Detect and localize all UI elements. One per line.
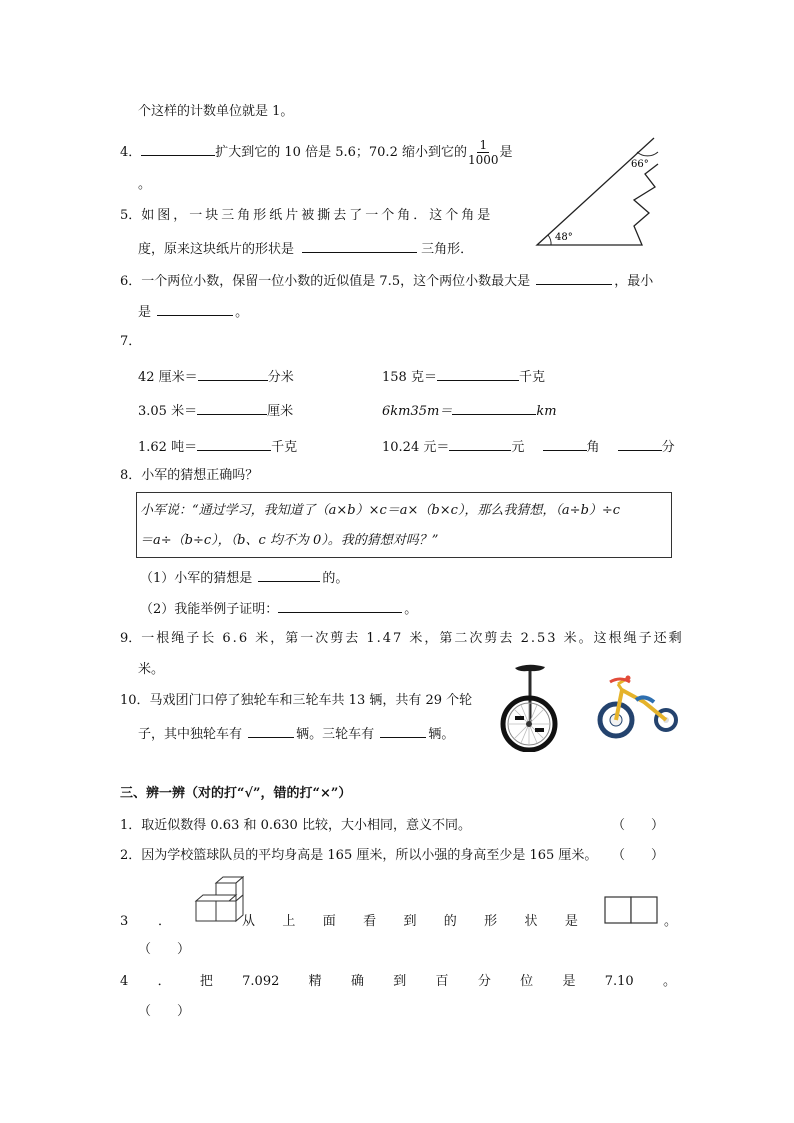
q7-unit: 元 bbox=[511, 440, 525, 455]
judge-4-dot: ． bbox=[157, 974, 171, 989]
q9-number: 9． bbox=[120, 631, 142, 646]
q5-text-a: 度，原来这块纸片的形状是 bbox=[138, 242, 295, 257]
question-6 bbox=[120, 270, 653, 291]
q7-row1-left bbox=[138, 366, 294, 387]
q8-blank-1[interactable] bbox=[258, 567, 320, 582]
q7-row3-right bbox=[382, 436, 675, 457]
q7-unit: 千克 bbox=[518, 370, 545, 385]
q9-line1: 一根绳子长 6.6 米，第一次剪去 1.47 米，第二次剪去 2.53 米。这根绳子还剩 bbox=[141, 631, 684, 646]
tricycle-image bbox=[596, 672, 680, 740]
question-5 bbox=[120, 207, 493, 225]
q7-number: 7． bbox=[120, 334, 142, 349]
q8-sub2-end: 。 bbox=[404, 602, 418, 617]
q10-line2 bbox=[138, 723, 454, 744]
q7-blank[interactable] bbox=[198, 366, 268, 381]
q5-text-b: 三角形． bbox=[421, 242, 474, 257]
judge-2-text: 2．因为学校篮球队员的平均身高是 165 厘米，所以小强的身高至少是 165 厘米。 bbox=[120, 848, 598, 863]
judge-1-text: 1．取近似数得 0.63 和 0.630 比较，大小相同，意义不同。 bbox=[120, 818, 471, 833]
judge-3-answer[interactable]: （ ） bbox=[138, 942, 191, 957]
q7-blank[interactable] bbox=[437, 366, 519, 381]
q7-blank-yuan[interactable] bbox=[449, 436, 511, 451]
q10-blank-tricycle[interactable] bbox=[380, 723, 426, 738]
q4-text-a: 扩大到它的 10 倍是 5.6；70.2 缩小到它的 bbox=[215, 145, 467, 160]
q7-item-label: 10.24 元＝ bbox=[382, 440, 450, 455]
q6-line2 bbox=[138, 301, 248, 322]
q10-text-c: 辆。 bbox=[428, 727, 455, 742]
q10-line1: 马戏团门口停了独轮车和三轮车共 13 辆，共有 29 个轮 bbox=[149, 693, 473, 708]
question-9 bbox=[120, 630, 684, 648]
question-10 bbox=[120, 692, 472, 710]
q8-sub2-text: （2）我能举例子证明： bbox=[140, 602, 279, 617]
q7-item-label: 42 厘米＝ bbox=[138, 370, 198, 385]
q7-blank-fen[interactable] bbox=[618, 436, 662, 451]
q5-line1: 如图，一块三角形纸片被撕去了一个角．这个角是 bbox=[141, 208, 494, 223]
q5-number: 5． bbox=[120, 208, 142, 223]
judge-4-word: 位 bbox=[520, 974, 534, 989]
q7-row1-right bbox=[382, 366, 545, 387]
q7-item-label: 3.05 米＝ bbox=[138, 404, 198, 419]
q7-row2-left bbox=[138, 400, 293, 421]
q9-line2: 米。 bbox=[138, 662, 165, 677]
fraction bbox=[468, 138, 499, 167]
q7-row2-right bbox=[382, 400, 557, 421]
bottom-angle-arc bbox=[548, 235, 551, 245]
q10-number: 10． bbox=[120, 693, 150, 708]
q6-text-a: 一个两位小数，保留一位小数的近似值是 7.5，这个两位小数最大是 bbox=[141, 274, 531, 289]
judge-4-word: 精 bbox=[308, 974, 322, 989]
q7-blank[interactable] bbox=[452, 400, 536, 415]
fraction-denominator: 1000 bbox=[467, 153, 499, 167]
judge-4-answer[interactable]: （ ） bbox=[138, 1004, 191, 1019]
judge-3-end: 。 bbox=[664, 914, 678, 929]
q7-unit: 分 bbox=[661, 440, 675, 455]
q7-blank[interactable] bbox=[197, 400, 267, 415]
q7-blank-jiao[interactable] bbox=[543, 436, 587, 451]
q6-blank-max[interactable] bbox=[536, 270, 612, 285]
q10-text-a: 子，其中独轮车有 bbox=[138, 727, 243, 742]
judge-3-dot: ． bbox=[158, 914, 172, 929]
top-view-shape bbox=[604, 896, 658, 926]
q7-unit: 千克 bbox=[271, 440, 298, 455]
torn-triangle-figure bbox=[530, 130, 670, 252]
unicycle-image bbox=[498, 660, 562, 752]
q7-unit: 角 bbox=[586, 440, 600, 455]
q7-row3-left bbox=[138, 436, 297, 457]
judge-1-answer[interactable]: （ ） bbox=[612, 818, 665, 833]
angle-label-48: 48° bbox=[555, 232, 573, 243]
judge-4-word: 7.092 bbox=[242, 974, 280, 989]
judge-4-word: 到 bbox=[393, 974, 407, 989]
q10-text-b: 辆。三轮车有 bbox=[296, 727, 375, 742]
judge-3-char: 面 bbox=[322, 914, 336, 929]
judge-4-word: 是 bbox=[562, 974, 576, 989]
q5-blank[interactable] bbox=[302, 238, 417, 253]
q8-sub2 bbox=[140, 598, 417, 619]
judge-4-end: 。 bbox=[662, 974, 676, 989]
judge-3-number: 3 bbox=[120, 914, 129, 929]
q6-text-c: 是 bbox=[138, 305, 152, 320]
q8-quote-line1: 小军说：“通过学习，我知道了（a×b）×c＝a×（b×c），那么我猜想，（a÷b）÷c bbox=[140, 503, 621, 518]
q4-text-b: 是 bbox=[499, 145, 513, 160]
section-3-title: 三、辨一辨（对的打“√”，错的打“×”） bbox=[120, 786, 352, 801]
judge-3-char: 是 bbox=[564, 914, 578, 929]
q8-title: 小军的猜想正确吗？ bbox=[141, 468, 259, 483]
q7-item-label: 6km35m＝ bbox=[382, 404, 453, 419]
q6-number: 6． bbox=[120, 274, 142, 289]
q6-text-b: ，最小 bbox=[614, 274, 654, 289]
q8-sub1 bbox=[140, 567, 348, 588]
q8-blank-2[interactable] bbox=[278, 598, 402, 613]
question-4 bbox=[120, 138, 513, 167]
q8-quote-line2: ＝a÷（b÷c），（b、c 均不为 0）。我的猜想对吗？” bbox=[140, 533, 439, 548]
judge-4-number: 4 bbox=[120, 974, 129, 989]
q8-number: 8． bbox=[120, 468, 142, 483]
q4-end: 。 bbox=[138, 177, 152, 192]
judge-4-word: 7.10 bbox=[604, 974, 634, 989]
judge-4-word: 分 bbox=[477, 974, 491, 989]
judge-3-char: 上 bbox=[282, 914, 296, 929]
judge-3-char: 的 bbox=[443, 914, 457, 929]
judge-2-answer[interactable]: （ ） bbox=[612, 848, 665, 863]
q7-blank[interactable] bbox=[197, 436, 271, 451]
top-angle-arc bbox=[637, 152, 658, 156]
judge-3-char: 到 bbox=[403, 914, 417, 929]
judge-4-text bbox=[120, 973, 676, 991]
judge-3-char: 形 bbox=[484, 914, 498, 929]
q6-blank-min[interactable] bbox=[157, 301, 233, 316]
fraction-numerator: 1 bbox=[479, 138, 488, 152]
angle-label-66: 66° bbox=[631, 159, 649, 170]
judge-3-char: 看 bbox=[363, 914, 377, 929]
q7-unit: km bbox=[536, 404, 557, 419]
q4-blank-1[interactable] bbox=[141, 141, 215, 156]
q5-line2 bbox=[138, 238, 473, 259]
q8-sub1-end: 的。 bbox=[322, 571, 349, 586]
question-8 bbox=[120, 467, 258, 485]
q8-sub1-text: （1）小军的猜想是 bbox=[140, 571, 253, 586]
q4-number: 4． bbox=[120, 145, 142, 160]
judge-4-word: 确 bbox=[350, 974, 364, 989]
q10-blank-unicycle[interactable] bbox=[248, 723, 294, 738]
cube-stack-image bbox=[194, 876, 244, 924]
judge-3-char: 从 bbox=[242, 914, 256, 929]
judge-3-text bbox=[242, 913, 578, 931]
q3-continuation: 个这样的计数单位就是 1。 bbox=[138, 104, 294, 119]
judge-3-char: 状 bbox=[524, 914, 538, 929]
judge-4-word: 把 bbox=[199, 974, 213, 989]
judge-4-word: 百 bbox=[435, 974, 449, 989]
q7-item-label: 158 克＝ bbox=[382, 370, 437, 385]
q7-unit: 厘米 bbox=[267, 404, 294, 419]
q7-item-label: 1.62 吨＝ bbox=[138, 440, 198, 455]
q6-text-d: 。 bbox=[235, 305, 249, 320]
q7-unit: 分米 bbox=[267, 370, 294, 385]
